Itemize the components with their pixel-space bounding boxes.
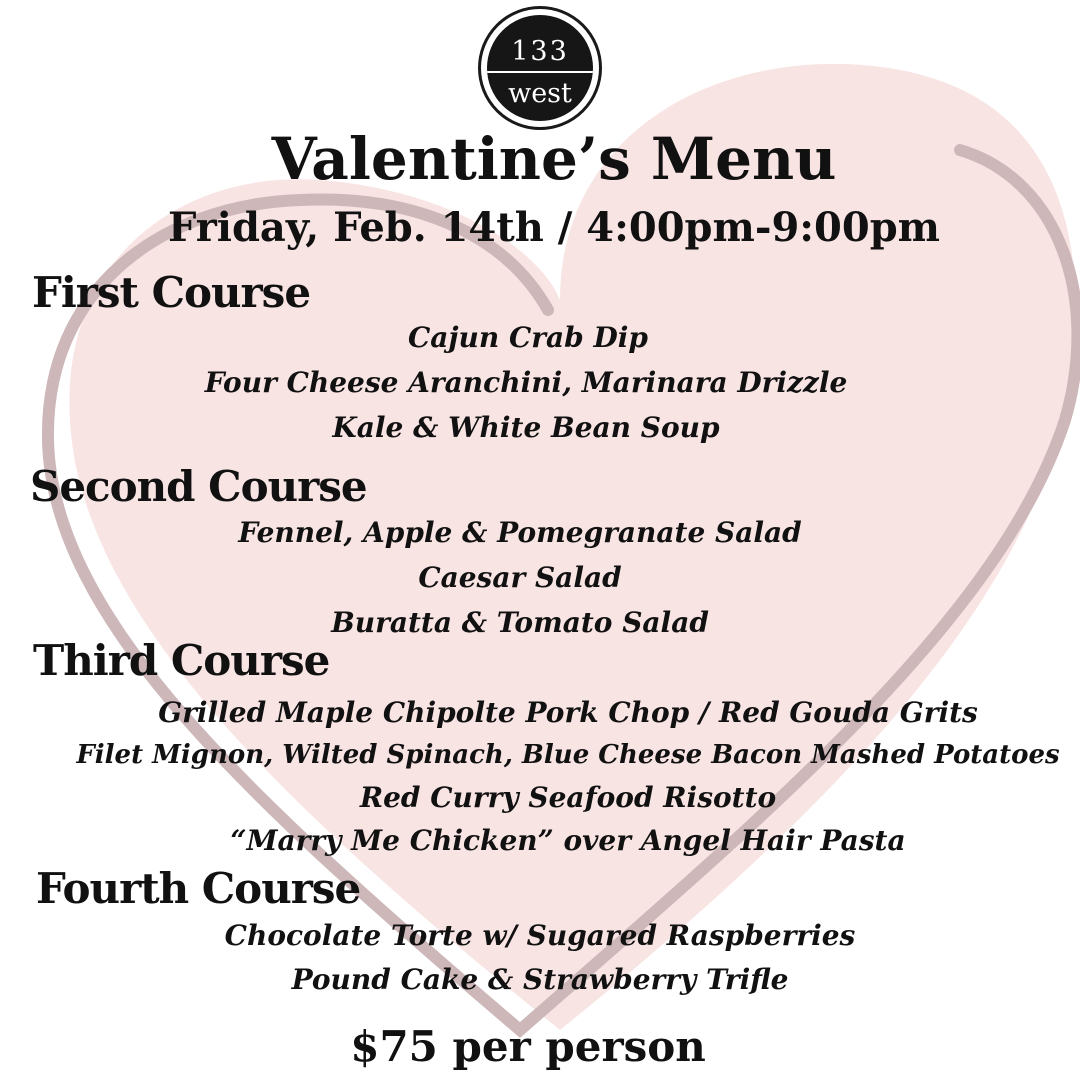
menu-item: Fennel, Apple & Pomegranate Salad [238,516,802,549]
menu-item: Filet Mignon, Wilted Spinach, Blue Cheese Bacon Mashed Potatoes [76,740,1060,770]
menu-title: Valentine’s Menu [271,125,837,193]
menu-item: “Marry Me Chicken” over Angel Hair Pasta [230,824,906,857]
restaurant-logo [478,6,602,130]
menu-item: Four Cheese Aranchini, Marinara Drizzle [204,366,848,399]
menu-item: Caesar Salad [418,561,622,594]
menu-item: Kale & White Bean Soup [332,411,720,444]
logo-divider [487,71,593,73]
logo-badge [487,15,593,121]
menu-item: Grilled Maple Chipolte Pork Chop / Red Gouda Grits [158,696,978,729]
course-heading-fourth: Fourth Course [36,864,361,913]
course-heading-second: Second Course [30,462,367,511]
menu-item: Chocolate Torte w/ Sugared Raspberries [224,919,856,952]
logo-word: west [508,78,572,109]
course-heading-third: Third Course [33,636,330,685]
price-per-person: $75 per person [350,1022,706,1071]
menu-item: Red Curry Seafood Risotto [359,781,777,814]
menu-item: Cajun Crab Dip [407,321,649,354]
logo-number: 133 [511,36,569,67]
course-heading-first: First Course [32,268,311,317]
menu-item: Pound Cake & Strawberry Trifle [291,963,789,996]
menu-item: Buratta & Tomato Salad [331,606,709,639]
menu-date-time: Friday, Feb. 14th / 4:00pm-9:00pm [168,204,940,251]
